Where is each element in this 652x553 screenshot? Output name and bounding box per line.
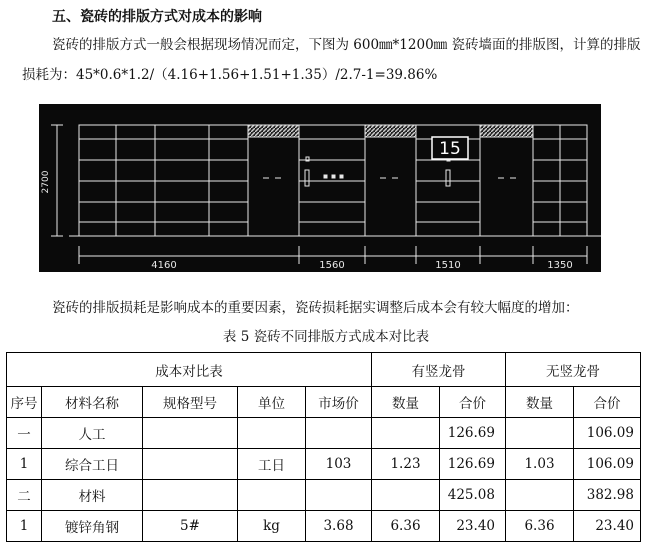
column-header-row [7, 387, 641, 418]
col-header: 序号 [7, 387, 42, 418]
col-header: 单位 [238, 387, 306, 418]
table-cell: 425.08 [440, 480, 506, 511]
table-cell [372, 480, 440, 511]
paragraph-1-line-2: 损耗为：45*0.6*1.2/（4.16+1.56+1.51+1.35）/2.7-1=39.86% [22, 67, 438, 83]
table-cell: 1.23 [372, 449, 440, 480]
table-cell: 3.68 [306, 511, 372, 542]
group-header-without-keel: 无竖龙骨 [506, 353, 641, 387]
group-header-cost-compare: 成本对比表 [7, 353, 372, 387]
table-cell: 103 [306, 449, 372, 480]
tile-layout-svg [39, 104, 601, 272]
table-cell: 材料 [42, 480, 143, 511]
group-header-with-keel: 有竖龙骨 [372, 353, 506, 387]
col-header: 规格型号 [143, 387, 238, 418]
table-cell: 23.40 [440, 511, 506, 542]
col-header: 数量 [372, 387, 440, 418]
table-cell: 126.69 [440, 449, 506, 480]
table-cell: 382.98 [574, 480, 641, 511]
table-cell: 6.36 [372, 511, 440, 542]
paragraph-2: 瓷砖的排版损耗是影响成本的重要因素，瓷砖损耗据实调整后成本会有较大幅度的增加： [52, 300, 579, 316]
table-cell [372, 418, 440, 449]
table-cell: 126.69 [440, 418, 506, 449]
table-cell: kg [238, 511, 306, 542]
col-header: 数量 [506, 387, 574, 418]
table-cell: 工日 [238, 449, 306, 480]
table-cell [143, 449, 238, 480]
col-header: 合价 [574, 387, 641, 418]
table-cell [506, 480, 574, 511]
table-cell [306, 480, 372, 511]
tile-layout-drawing [39, 104, 601, 272]
table-row [7, 511, 641, 542]
table-row [7, 480, 641, 511]
number-box-label: 15 [439, 139, 461, 159]
table-cell: 6.36 [506, 511, 574, 542]
lintel-hatch-2 [365, 125, 416, 137]
paragraph-1-line-1: 瓷砖的排版方式一般会根据现场情况而定，下图为 600㎜*1200㎜ 瓷砖墙面的排版图，计算的排版 [52, 37, 641, 53]
table-cell: 1 [7, 449, 42, 480]
table-cell: 综合工日 [42, 449, 143, 480]
table-cell: 1.03 [506, 449, 574, 480]
col-header: 合价 [440, 387, 506, 418]
table-row [7, 449, 641, 480]
table-cell: 23.40 [574, 511, 641, 542]
table-cell: 106.09 [574, 449, 641, 480]
dim-label-1350: 1350 [547, 260, 573, 271]
group-header-row [7, 353, 641, 387]
table-caption: 表 5 瓷砖不同排版方式成本对比表 [222, 329, 430, 345]
dim-label-4160: 4160 [151, 260, 177, 271]
table-cell [506, 418, 574, 449]
table-cell [306, 418, 372, 449]
section-heading: 五、瓷砖的排版方式对成本的影响 [52, 9, 262, 25]
table-cell [238, 480, 306, 511]
lintel-hatch-1 [248, 125, 299, 137]
table-cell: 106.09 [574, 418, 641, 449]
table-cell: 二 [7, 480, 42, 511]
cost-comparison-table [6, 352, 641, 542]
col-header: 材料名称 [42, 387, 143, 418]
dim-label-1560: 1560 [319, 260, 345, 271]
height-dim-label: 2700 [41, 170, 51, 194]
table-cell [238, 418, 306, 449]
table-cell: 5# [143, 511, 238, 542]
dim-label-1510: 1510 [435, 260, 461, 271]
table-cell: 1 [7, 511, 42, 542]
table-cell [143, 418, 238, 449]
table-cell: 镀锌角钢 [42, 511, 143, 542]
table-cell: 一 [7, 418, 42, 449]
table-row [7, 418, 641, 449]
lintel-hatch-3 [480, 125, 533, 137]
col-header: 市场价 [306, 387, 372, 418]
table-cell: 人工 [42, 418, 143, 449]
table-cell [143, 480, 238, 511]
